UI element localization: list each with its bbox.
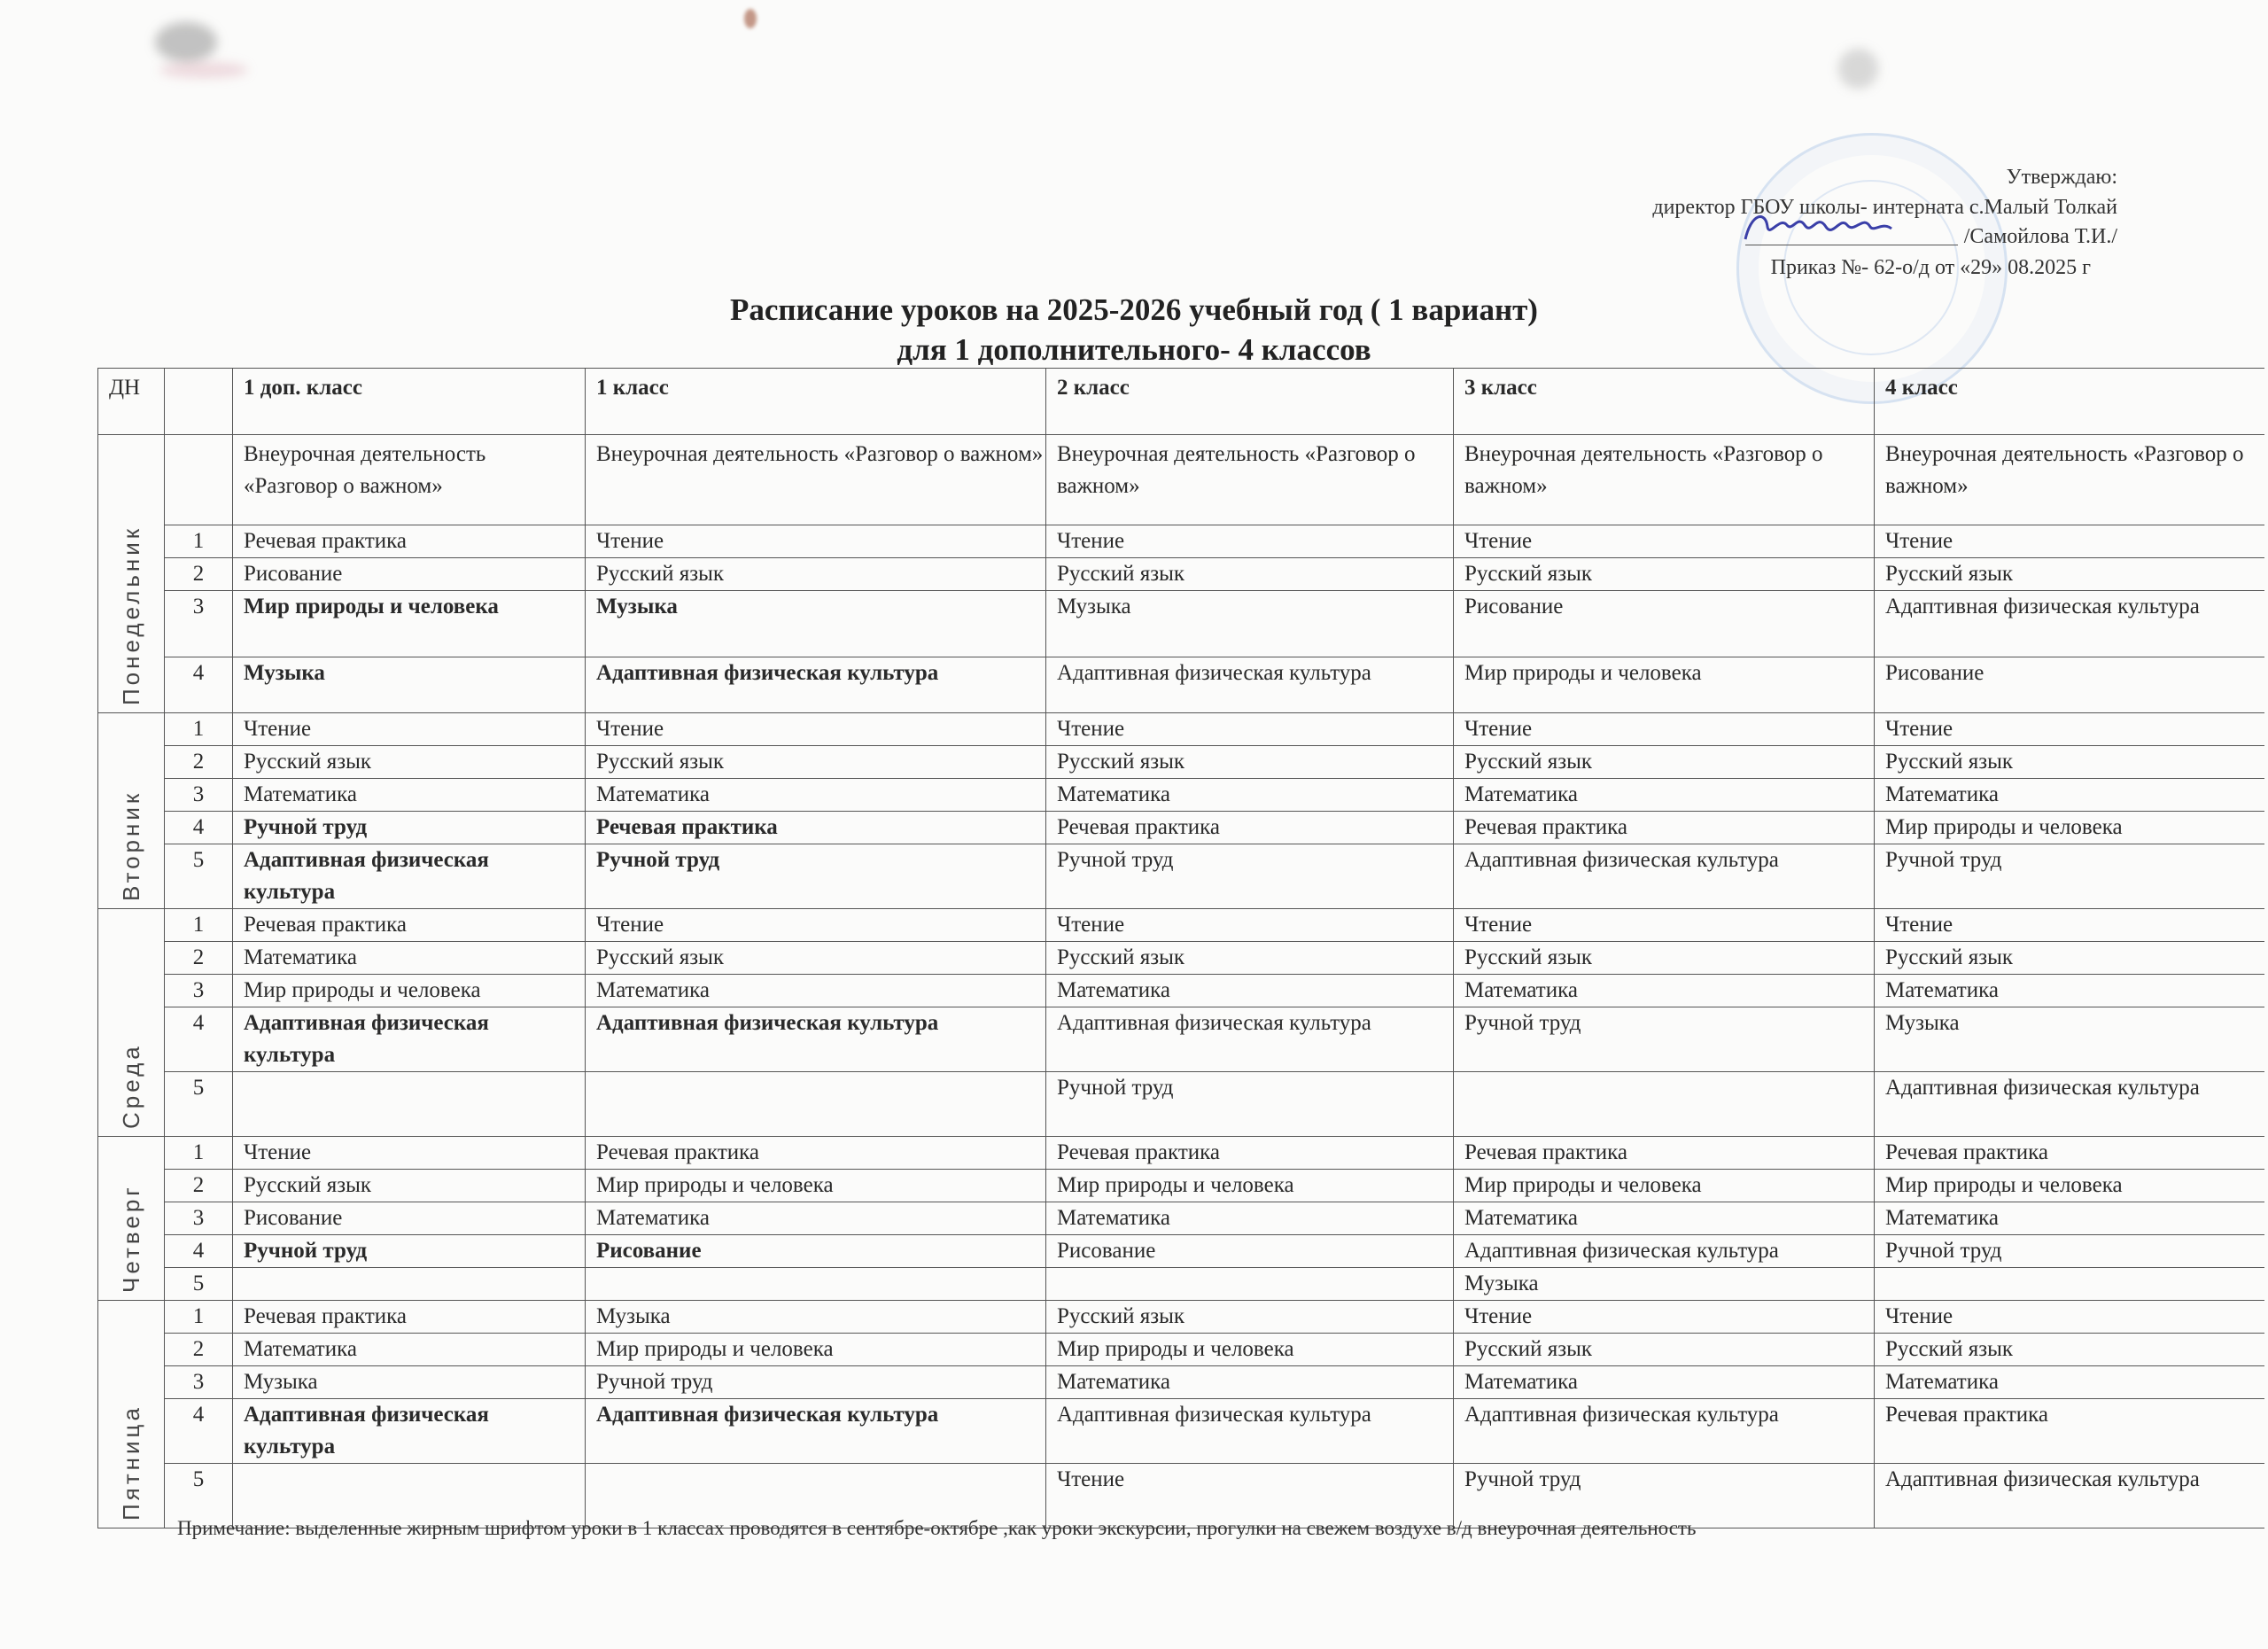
lesson-cell: Речевая практика	[1046, 1137, 1454, 1170]
lesson-cell: Ручной труд	[1046, 844, 1454, 909]
lesson-cell: Мир природы и человека	[586, 1334, 1046, 1366]
lesson-cell: Рисование	[233, 1202, 586, 1235]
lesson-row	[98, 812, 2264, 844]
lesson-number: 2	[165, 558, 233, 591]
lesson-number: 4	[165, 1399, 233, 1464]
lesson-cell: Чтение	[233, 713, 586, 746]
lesson-number: 3	[165, 1366, 233, 1399]
lesson-row	[98, 942, 2264, 975]
lesson-cell: Адаптивная физическая культура	[233, 844, 586, 909]
lesson-cell: Чтение	[586, 525, 1046, 558]
lesson-cell: Математика	[1875, 779, 2264, 812]
lesson-cell: Мир природы и человека	[586, 1170, 1046, 1202]
lesson-cell: Русский язык	[586, 746, 1046, 779]
day-label: Четверг	[118, 1184, 144, 1293]
schedule-table	[97, 368, 2264, 1528]
lesson-row	[98, 1137, 2264, 1170]
signatory-name: /Самойлова Т.И./	[1963, 225, 2117, 248]
extracurricular-cell: Внеурочная деятельность «Разговор о важном»	[233, 435, 586, 525]
lesson-cell	[586, 1268, 1046, 1301]
lesson-cell: Адаптивная физическая культура	[233, 1007, 586, 1072]
lesson-row	[98, 1301, 2264, 1334]
lesson-cell: Речевая практика	[1875, 1399, 2264, 1464]
lesson-cell: Русский язык	[1454, 942, 1875, 975]
lesson-cell: Русский язык	[233, 1170, 586, 1202]
lesson-cell: Ручной труд	[586, 1366, 1046, 1399]
lesson-cell: Математика	[586, 779, 1046, 812]
lesson-cell: Чтение	[1046, 713, 1454, 746]
lesson-cell	[1875, 1268, 2264, 1301]
lesson-cell: Математика	[1046, 1202, 1454, 1235]
day-cell	[98, 435, 165, 713]
lesson-cell: Русский язык	[1875, 558, 2264, 591]
class-header: 1 доп. класс	[233, 369, 586, 435]
day-cell	[98, 1137, 165, 1301]
lesson-number: 5	[165, 844, 233, 909]
lesson-cell: Чтение	[1454, 525, 1875, 558]
lesson-cell: Ручной труд	[1454, 1464, 1875, 1528]
lesson-number-header	[165, 369, 233, 435]
order-line: Приказ №- 62-о/д от «29» 08.2025 г	[1770, 256, 2091, 279]
lesson-cell: Математика	[1454, 779, 1875, 812]
lesson-cell: Чтение	[1454, 1301, 1875, 1334]
lesson-cell: Рисование	[1454, 591, 1875, 657]
lesson-row	[98, 525, 2264, 558]
lesson-row	[98, 657, 2264, 713]
lesson-cell: Рисование	[233, 558, 586, 591]
lesson-row	[98, 844, 2264, 909]
lesson-cell: Чтение	[1875, 1301, 2264, 1334]
day-label: Понедельник	[118, 525, 144, 705]
lesson-number: 1	[165, 525, 233, 558]
lesson-cell: Русский язык	[1046, 558, 1454, 591]
lesson-cell: Музыка	[1046, 591, 1454, 657]
lesson-cell: Ручной труд	[1046, 1072, 1454, 1137]
lesson-cell: Чтение	[233, 1137, 586, 1170]
lesson-cell: Ручной труд	[233, 1235, 586, 1268]
lesson-cell	[233, 1072, 586, 1137]
day-column-header: ДН	[98, 369, 165, 435]
lesson-cell: Адаптивная физическая культура	[1875, 591, 2264, 657]
lesson-cell: Музыка	[1454, 1268, 1875, 1301]
lesson-row	[98, 779, 2264, 812]
lesson-cell: Математика	[586, 975, 1046, 1007]
lesson-row	[98, 1235, 2264, 1268]
lesson-cell	[586, 1072, 1046, 1137]
lesson-row	[98, 713, 2264, 746]
lesson-cell: Ручной труд	[1454, 1007, 1875, 1072]
lesson-cell: Чтение	[1046, 525, 1454, 558]
lesson-cell: Русский язык	[1046, 942, 1454, 975]
lesson-cell: Чтение	[1875, 525, 2264, 558]
lesson-cell: Русский язык	[586, 942, 1046, 975]
lesson-number: 4	[165, 812, 233, 844]
lesson-cell: Математика	[233, 1334, 586, 1366]
day-cell	[98, 909, 165, 1137]
lesson-cell: Математика	[1046, 975, 1454, 1007]
lesson-cell: Адаптивная физическая культура	[1046, 1399, 1454, 1464]
lesson-cell	[233, 1268, 586, 1301]
scan-smudge	[159, 62, 248, 78]
document-title: Расписание уроков на 2025-2026 учебный год ( 1 вариант)	[730, 292, 1538, 327]
class-header: 3 класс	[1454, 369, 1875, 435]
lesson-cell: Русский язык	[1875, 746, 2264, 779]
scan-smudge	[1838, 49, 1878, 89]
lesson-number: 2	[165, 1334, 233, 1366]
lesson-cell: Русский язык	[1046, 1301, 1454, 1334]
lesson-cell: Русский язык	[1875, 1334, 2264, 1366]
lesson-cell: Речевая практика	[1875, 1137, 2264, 1170]
lesson-row	[98, 1007, 2264, 1072]
lesson-number: 3	[165, 975, 233, 1007]
day-label: Вторник	[118, 789, 144, 901]
lesson-number: 1	[165, 1137, 233, 1170]
lesson-cell: Речевая практика	[1454, 812, 1875, 844]
lesson-cell: Адаптивная физическая культура	[1875, 1072, 2264, 1137]
lesson-cell: Мир природы и человека	[233, 975, 586, 1007]
lesson-cell: Математика	[1454, 1202, 1875, 1235]
lesson-number: 4	[165, 1007, 233, 1072]
lesson-number: 4	[165, 1235, 233, 1268]
class-header: 1 класс	[586, 369, 1046, 435]
approve-label: Утверждаю:	[2006, 166, 2117, 189]
header-row	[98, 369, 2264, 435]
lesson-row	[98, 1366, 2264, 1399]
lesson-number: 2	[165, 1170, 233, 1202]
lesson-number: 5	[165, 1072, 233, 1137]
lesson-cell	[1454, 1072, 1875, 1137]
lesson-cell: Мир природы и человека	[1454, 1170, 1875, 1202]
lesson-cell: Математика	[1875, 975, 2264, 1007]
document-subtitle: для 1 дополнительного- 4 классов	[897, 332, 1371, 367]
lesson-cell: Русский язык	[1454, 1334, 1875, 1366]
lesson-cell	[1046, 1268, 1454, 1301]
day-cell	[98, 713, 165, 909]
lesson-cell: Русский язык	[1875, 942, 2264, 975]
lesson-cell: Русский язык	[1046, 746, 1454, 779]
lesson-cell: Адаптивная физическая культура	[1454, 1399, 1875, 1464]
lesson-cell: Речевая практика	[233, 909, 586, 942]
lesson-row	[98, 591, 2264, 657]
lesson-cell: Адаптивная физическая культура	[1046, 1007, 1454, 1072]
day-cell	[98, 1301, 165, 1528]
lesson-cell: Речевая практика	[586, 1137, 1046, 1170]
lesson-cell: Математика	[586, 1202, 1046, 1235]
extracurricular-cell: Внеурочная деятельность «Разговор о важном»	[586, 435, 1046, 525]
lesson-cell: Адаптивная физическая культура	[1454, 1235, 1875, 1268]
lesson-row	[98, 1399, 2264, 1464]
lesson-cell: Адаптивная физическая культура	[586, 657, 1046, 713]
lesson-cell: Музыка	[233, 1366, 586, 1399]
lesson-cell: Адаптивная физическая культура	[586, 1399, 1046, 1464]
lesson-row	[98, 558, 2264, 591]
lesson-number: 1	[165, 909, 233, 942]
lesson-cell: Мир природы и человека	[1875, 1170, 2264, 1202]
lesson-row	[98, 1202, 2264, 1235]
lesson-cell: Чтение	[1046, 1464, 1454, 1528]
lesson-cell: Математика	[1454, 975, 1875, 1007]
lesson-cell: Математика	[1454, 1366, 1875, 1399]
day-label: Пятница	[118, 1404, 144, 1521]
lesson-cell: Русский язык	[586, 558, 1046, 591]
lesson-number: 3	[165, 779, 233, 812]
lesson-cell: Музыка	[1875, 1007, 2264, 1072]
lesson-cell: Русский язык	[1454, 558, 1875, 591]
director-line: директор ГБОУ школы- интерната с.Малый Толкай	[1652, 196, 2117, 219]
lesson-cell: Музыка	[586, 1301, 1046, 1334]
lesson-cell: Чтение	[1454, 713, 1875, 746]
extracurricular-cell: Внеурочная деятельность «Разговор о важном»	[1875, 435, 2264, 525]
lesson-cell: Чтение	[586, 713, 1046, 746]
lesson-cell: Чтение	[586, 909, 1046, 942]
lesson-number: 3	[165, 591, 233, 657]
lesson-cell: Адаптивная физическая культура	[1454, 844, 1875, 909]
lesson-cell: Математика	[1046, 779, 1454, 812]
lesson-cell: Русский язык	[233, 746, 586, 779]
lesson-cell: Речевая практика	[233, 525, 586, 558]
lesson-cell: Математика	[1875, 1366, 2264, 1399]
lesson-cell: Адаптивная физическая культура	[1875, 1464, 2264, 1528]
lesson-row	[98, 1268, 2264, 1301]
extracurricular-cell: Внеурочная деятельность «Разговор о важном»	[1454, 435, 1875, 525]
lesson-number	[165, 435, 233, 525]
lesson-number: 2	[165, 942, 233, 975]
lesson-cell: Адаптивная физическая культура	[233, 1399, 586, 1464]
lesson-cell: Речевая практика	[233, 1301, 586, 1334]
lesson-cell: Рисование	[1875, 657, 2264, 713]
lesson-cell: Ручной труд	[586, 844, 1046, 909]
lesson-row	[98, 1072, 2264, 1137]
class-header: 2 класс	[1046, 369, 1454, 435]
lesson-cell: Адаптивная физическая культура	[1046, 657, 1454, 713]
lesson-cell: Ручной труд	[233, 812, 586, 844]
footnote: Примечание: выделенные жирным шрифтом уроки в 1 классах проводятся в сентябре-октябре ,как уроки экскурсии, прогулки на свежем воздухе в/д внеурочная деятельность	[177, 1517, 1697, 1539]
lesson-cell: Математика	[233, 942, 586, 975]
lesson-cell: Чтение	[1875, 713, 2264, 746]
lesson-number: 3	[165, 1202, 233, 1235]
lesson-number: 5	[165, 1268, 233, 1301]
scan-smudge	[155, 22, 217, 62]
lesson-cell: Мир природы и человека	[1046, 1170, 1454, 1202]
extracurricular-row	[98, 435, 2264, 525]
lesson-cell: Русский язык	[1454, 746, 1875, 779]
lesson-cell: Математика	[1875, 1202, 2264, 1235]
lesson-cell: Речевая практика	[1046, 812, 1454, 844]
lesson-cell: Речевая практика	[586, 812, 1046, 844]
lesson-cell: Адаптивная физическая культура	[586, 1007, 1046, 1072]
lesson-cell: Мир природы и человека	[1046, 1334, 1454, 1366]
class-header: 4 класс	[1875, 369, 2264, 435]
lesson-cell: Математика	[1046, 1366, 1454, 1399]
lesson-row	[98, 1334, 2264, 1366]
extracurricular-cell: Внеурочная деятельность «Разговор о важном»	[1046, 435, 1454, 525]
lesson-cell: Ручной труд	[1875, 844, 2264, 909]
lesson-number: 4	[165, 657, 233, 713]
lesson-cell: Музыка	[233, 657, 586, 713]
lesson-number: 5	[165, 1464, 233, 1528]
lesson-cell: Чтение	[1875, 909, 2264, 942]
lesson-cell: Рисование	[1046, 1235, 1454, 1268]
lesson-cell: Мир природы и человека	[1875, 812, 2264, 844]
day-label: Среда	[118, 1043, 144, 1129]
lesson-number: 2	[165, 746, 233, 779]
lesson-row	[98, 746, 2264, 779]
lesson-number: 1	[165, 713, 233, 746]
lesson-cell: Музыка	[586, 591, 1046, 657]
lesson-number: 1	[165, 1301, 233, 1334]
lesson-cell: Чтение	[1046, 909, 1454, 942]
lesson-cell: Математика	[233, 779, 586, 812]
lesson-cell: Мир природы и человека	[233, 591, 586, 657]
lesson-row	[98, 909, 2264, 942]
lesson-row	[98, 975, 2264, 1007]
scan-smudge	[744, 9, 757, 28]
lesson-cell: Рисование	[586, 1235, 1046, 1268]
lesson-cell: Ручной труд	[1875, 1235, 2264, 1268]
signature	[1741, 206, 1962, 245]
lesson-cell: Мир природы и человека	[1454, 657, 1875, 713]
lesson-cell: Чтение	[1454, 909, 1875, 942]
lesson-row	[98, 1170, 2264, 1202]
lesson-cell: Речевая практика	[1454, 1137, 1875, 1170]
